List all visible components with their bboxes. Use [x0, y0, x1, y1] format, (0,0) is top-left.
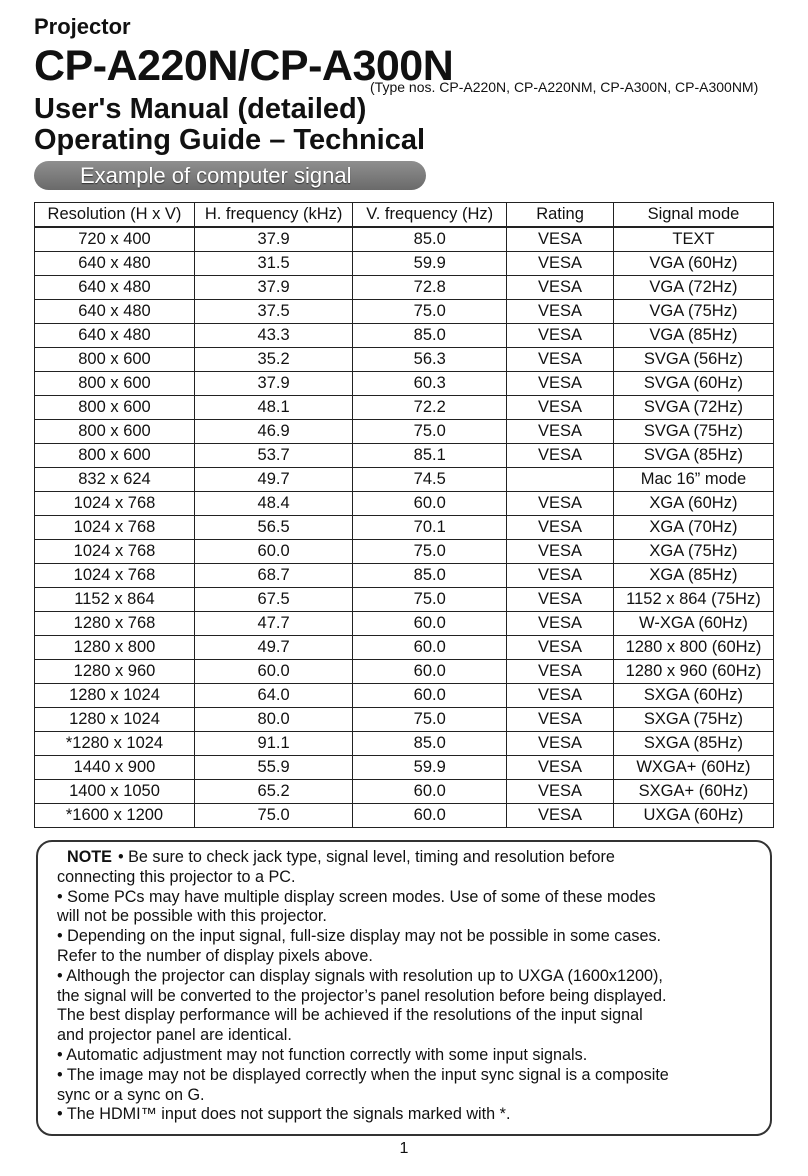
- table-cell: 75.0: [353, 420, 507, 444]
- note-line: [57, 1046, 750, 1066]
- table-cell: 37.9: [195, 372, 353, 396]
- table-row: [35, 804, 774, 828]
- table-cell: VESA: [507, 227, 614, 252]
- table-cell: SXGA (85Hz): [613, 732, 773, 756]
- table-cell: 640 x 480: [35, 276, 195, 300]
- table-cell: XGA (85Hz): [613, 564, 773, 588]
- table-cell: 800 x 600: [35, 396, 195, 420]
- table-cell: VESA: [507, 684, 614, 708]
- table-row: [35, 684, 774, 708]
- note-text: • The HDMI™ input does not support the signals marked with *.: [57, 1105, 511, 1124]
- table-cell: XGA (75Hz): [613, 540, 773, 564]
- table-cell: 60.0: [353, 636, 507, 660]
- table-cell: XGA (60Hz): [613, 492, 773, 516]
- table-cell: VESA: [507, 276, 614, 300]
- column-header: V. frequency (Hz): [353, 203, 507, 228]
- table-cell: VESA: [507, 732, 614, 756]
- table-cell: 800 x 600: [35, 420, 195, 444]
- table-cell: SXGA (60Hz): [613, 684, 773, 708]
- table-row: [35, 396, 774, 420]
- table-cell: 75.0: [353, 300, 507, 324]
- table-row: [35, 540, 774, 564]
- table-cell: 75.0: [353, 540, 507, 564]
- table-cell: SVGA (85Hz): [613, 444, 773, 468]
- table-cell: 49.7: [195, 636, 353, 660]
- table-row: [35, 372, 774, 396]
- table-row: [35, 252, 774, 276]
- table-cell: 75.0: [353, 588, 507, 612]
- table-cell: 60.0: [353, 684, 507, 708]
- table-cell: 35.2: [195, 348, 353, 372]
- note-text: • Automatic adjustment may not function correctly with some input signals.: [57, 1045, 588, 1064]
- table-cell: 49.7: [195, 468, 353, 492]
- note-line: [57, 1026, 750, 1046]
- table-cell: VESA: [507, 564, 614, 588]
- table-cell: 59.9: [353, 252, 507, 276]
- table-cell: 85.0: [353, 324, 507, 348]
- table-row: [35, 732, 774, 756]
- table-cell: 46.9: [195, 420, 353, 444]
- column-header: Rating: [507, 203, 614, 228]
- note-text: Refer to the number of display pixels above.: [57, 946, 373, 965]
- table-cell: VESA: [507, 444, 614, 468]
- note-text: • Be sure to check jack type, signal level, timing and resolution before: [117, 848, 615, 866]
- table-cell: VESA: [507, 540, 614, 564]
- table-row: [35, 588, 774, 612]
- table-cell: 1280 x 960 (60Hz): [613, 660, 773, 684]
- table-row: [35, 227, 774, 252]
- note-text: connecting this projector to a PC.: [57, 867, 296, 886]
- table-cell: 47.7: [195, 612, 353, 636]
- table-cell: VESA: [507, 300, 614, 324]
- table-cell: 80.0: [195, 708, 353, 732]
- table-cell: 55.9: [195, 756, 353, 780]
- table-cell: VESA: [507, 708, 614, 732]
- table-cell: 60.0: [195, 660, 353, 684]
- note-lines: [57, 848, 750, 1125]
- table-cell: VESA: [507, 804, 614, 828]
- table-cell: 1152 x 864 (75Hz): [613, 588, 773, 612]
- table-cell: 800 x 600: [35, 372, 195, 396]
- note-line: [57, 868, 750, 888]
- table-cell: 65.2: [195, 780, 353, 804]
- table-cell: 85.1: [353, 444, 507, 468]
- table-row: [35, 348, 774, 372]
- note-text: • Some PCs may have multiple display screen modes. Use of some of these modes: [57, 887, 656, 906]
- table-cell: VESA: [507, 636, 614, 660]
- table-cell: 75.0: [353, 708, 507, 732]
- table-cell: 75.0: [195, 804, 353, 828]
- note-text: and projector panel are identical.: [57, 1026, 292, 1045]
- table-cell: VESA: [507, 372, 614, 396]
- note-line: [57, 1105, 750, 1125]
- table-cell: VGA (75Hz): [613, 300, 773, 324]
- note-text: • Although the projector can display signals with resolution up to UXGA (1600x1200),: [57, 966, 663, 985]
- table-cell: 37.5: [195, 300, 353, 324]
- table-cell: Mac 16” mode: [613, 468, 773, 492]
- table-cell: 85.0: [353, 227, 507, 252]
- manual-title: User's Manual (detailed): [34, 93, 367, 125]
- table-cell: 48.1: [195, 396, 353, 420]
- table-cell: 1024 x 768: [35, 492, 195, 516]
- table-cell: 1400 x 1050: [35, 780, 195, 804]
- note-line: [57, 848, 750, 868]
- table-cell: *1280 x 1024: [35, 732, 195, 756]
- table-cell: 832 x 624: [35, 468, 195, 492]
- table-cell: 1024 x 768: [35, 540, 195, 564]
- table-row: [35, 324, 774, 348]
- table-cell: VESA: [507, 780, 614, 804]
- table-cell: SVGA (56Hz): [613, 348, 773, 372]
- note-line: [57, 987, 750, 1007]
- table-cell: *1600 x 1200: [35, 804, 195, 828]
- table-row: [35, 564, 774, 588]
- table-cell: 70.1: [353, 516, 507, 540]
- table-cell: WXGA+ (60Hz): [613, 756, 773, 780]
- note-text: sync or a sync on G.: [57, 1085, 205, 1104]
- table-row: [35, 300, 774, 324]
- table-row: [35, 660, 774, 684]
- table-cell: 1280 x 800: [35, 636, 195, 660]
- table-cell: XGA (70Hz): [613, 516, 773, 540]
- product-label: Projector: [34, 14, 131, 39]
- note-text: • The image may not be displayed correctly when the input sync signal is a composite: [57, 1065, 669, 1084]
- table-cell: SXGA (75Hz): [613, 708, 773, 732]
- section-heading: Example of computer signal: [34, 161, 426, 190]
- note-text: the signal will be converted to the projector’s panel resolution before being displayed.: [57, 986, 667, 1005]
- column-header: Resolution (H x V): [35, 203, 195, 228]
- table-cell: 37.9: [195, 276, 353, 300]
- table-row: [35, 468, 774, 492]
- table-cell: 1152 x 864: [35, 588, 195, 612]
- note-box: [36, 840, 772, 1136]
- signal-table: [34, 202, 774, 828]
- table-cell: 53.7: [195, 444, 353, 468]
- column-header: Signal mode: [613, 203, 773, 228]
- table-cell: 800 x 600: [35, 444, 195, 468]
- table-cell: 67.5: [195, 588, 353, 612]
- table-cell: 640 x 480: [35, 252, 195, 276]
- type-numbers: (Type nos. CP-A220N, CP-A220NM, CP-A300N, CP-A300NM): [370, 79, 759, 95]
- table-cell: 48.4: [195, 492, 353, 516]
- table-cell: W-XGA (60Hz): [613, 612, 773, 636]
- table-cell: VESA: [507, 324, 614, 348]
- table-cell: VESA: [507, 252, 614, 276]
- table-cell: [507, 468, 614, 492]
- table-row: [35, 708, 774, 732]
- page-number: 1: [399, 1140, 409, 1157]
- table-cell: 43.3: [195, 324, 353, 348]
- table-cell: SVGA (72Hz): [613, 396, 773, 420]
- table-cell: VESA: [507, 420, 614, 444]
- table-cell: SVGA (60Hz): [613, 372, 773, 396]
- table-cell: VESA: [507, 348, 614, 372]
- table-cell: 60.0: [353, 660, 507, 684]
- table-cell: VGA (72Hz): [613, 276, 773, 300]
- note-line: [57, 947, 750, 967]
- table-row: [35, 612, 774, 636]
- table-cell: 60.0: [195, 540, 353, 564]
- table-cell: VESA: [507, 516, 614, 540]
- table-cell: 1280 x 1024: [35, 708, 195, 732]
- note-label: NOTE: [67, 848, 112, 866]
- table-cell: 1280 x 768: [35, 612, 195, 636]
- table-row: [35, 420, 774, 444]
- table-cell: VGA (60Hz): [613, 252, 773, 276]
- note-line: [57, 1086, 750, 1106]
- note-line: [57, 927, 750, 947]
- table-row: [35, 492, 774, 516]
- table-cell: 640 x 480: [35, 300, 195, 324]
- note-text: • Depending on the input signal, full-size display may not be possible in some cases.: [57, 927, 662, 946]
- table-row: [35, 780, 774, 804]
- table-cell: 91.1: [195, 732, 353, 756]
- table-cell: VESA: [507, 588, 614, 612]
- table-cell: 60.0: [353, 780, 507, 804]
- table-row: [35, 276, 774, 300]
- note-text: will not be possible with this projector.: [57, 907, 327, 926]
- table-cell: 640 x 480: [35, 324, 195, 348]
- table-cell: 800 x 600: [35, 348, 195, 372]
- table-cell: VGA (85Hz): [613, 324, 773, 348]
- table-cell: VESA: [507, 612, 614, 636]
- table-body: [35, 227, 774, 828]
- table-cell: 37.9: [195, 227, 353, 252]
- table-cell: 1024 x 768: [35, 516, 195, 540]
- note-line: [57, 1066, 750, 1086]
- table-cell: TEXT: [613, 227, 773, 252]
- note-line: [57, 907, 750, 927]
- note-line: [57, 967, 750, 987]
- table-cell: 68.7: [195, 564, 353, 588]
- table-cell: 1440 x 900: [35, 756, 195, 780]
- table-cell: 56.3: [353, 348, 507, 372]
- table-cell: 60.3: [353, 372, 507, 396]
- guide-title: Operating Guide – Technical: [34, 124, 426, 156]
- table-cell: VESA: [507, 756, 614, 780]
- table-cell: 31.5: [195, 252, 353, 276]
- table-cell: 60.0: [353, 804, 507, 828]
- table-cell: 720 x 400: [35, 227, 195, 252]
- note-line: [57, 1006, 750, 1026]
- table-cell: UXGA (60Hz): [613, 804, 773, 828]
- table-cell: VESA: [507, 396, 614, 420]
- table-row: [35, 756, 774, 780]
- column-header: H. frequency (kHz): [195, 203, 353, 228]
- table-row: [35, 444, 774, 468]
- model-title: CP-A220N/CP-A300N: [34, 42, 454, 90]
- table-row: [35, 516, 774, 540]
- note-text: The best display performance will be achieved if the resolutions of the input signal: [57, 1006, 643, 1025]
- table-cell: 85.0: [353, 564, 507, 588]
- table-row: [35, 636, 774, 660]
- table-cell: VESA: [507, 660, 614, 684]
- table-cell: 60.0: [353, 612, 507, 636]
- table-cell: 85.0: [353, 732, 507, 756]
- note-line: [57, 888, 750, 908]
- table-cell: 1280 x 800 (60Hz): [613, 636, 773, 660]
- table-cell: 56.5: [195, 516, 353, 540]
- table-cell: 74.5: [353, 468, 507, 492]
- table-header-row: [35, 203, 774, 228]
- table-cell: 64.0: [195, 684, 353, 708]
- table-cell: 59.9: [353, 756, 507, 780]
- table-cell: 60.0: [353, 492, 507, 516]
- table-cell: 72.2: [353, 396, 507, 420]
- table-cell: 1280 x 960: [35, 660, 195, 684]
- table-cell: 1024 x 768: [35, 564, 195, 588]
- table-cell: VESA: [507, 492, 614, 516]
- table-cell: 72.8: [353, 276, 507, 300]
- table-cell: SVGA (75Hz): [613, 420, 773, 444]
- table-cell: 1280 x 1024: [35, 684, 195, 708]
- table-cell: SXGA+ (60Hz): [613, 780, 773, 804]
